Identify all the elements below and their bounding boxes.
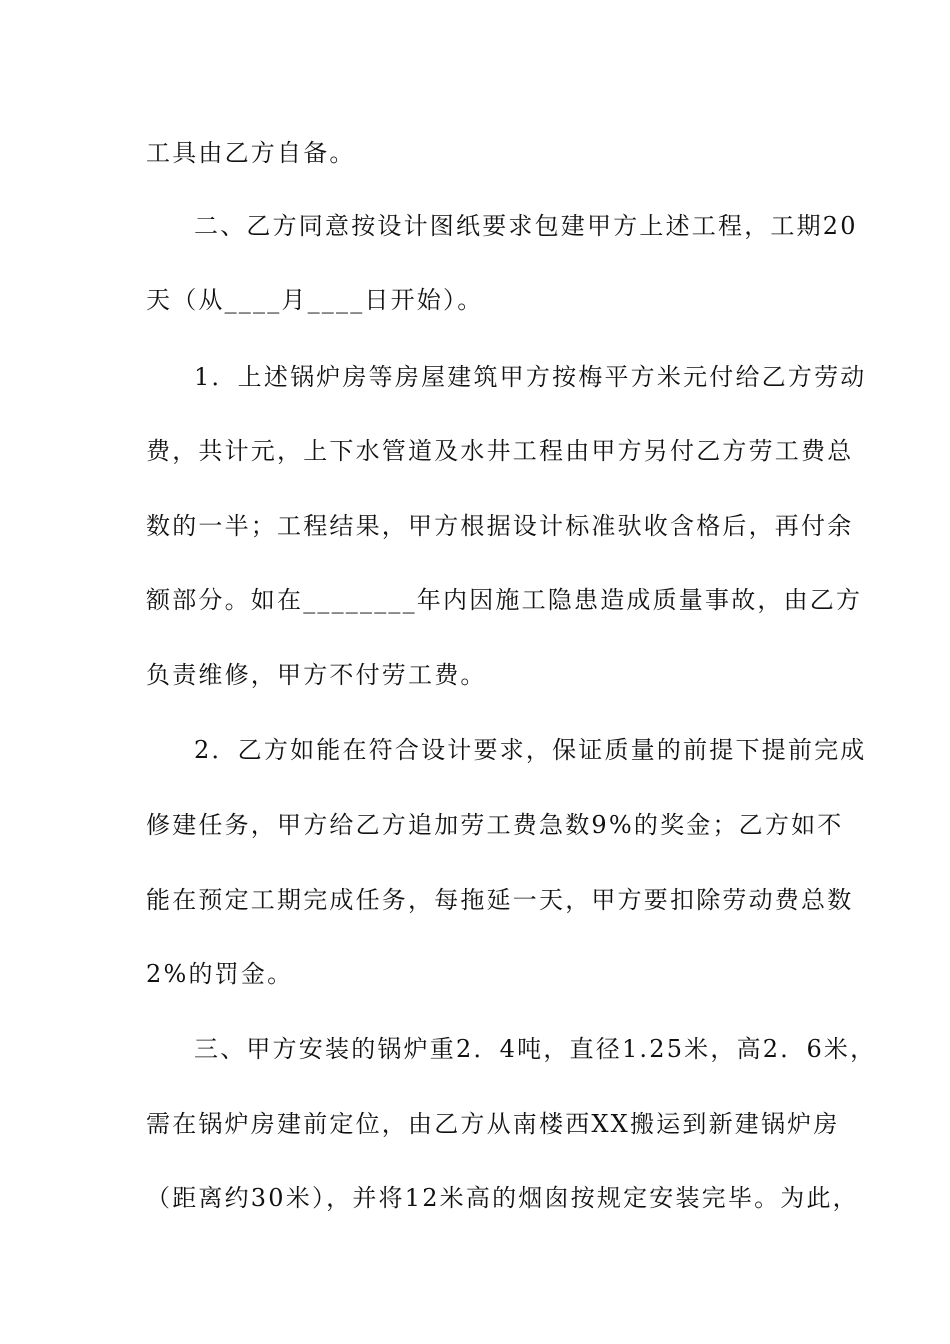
text-line-3: 天（从____月____日开始）。	[146, 286, 484, 314]
text-line-6: 数的一半；工程结果，甲方根据设计标准驮收含格后，再付余	[146, 512, 854, 540]
text-line-11: 能在预定工期完成任务，每拖延一天，甲方要扣除劳动费总数	[146, 886, 854, 914]
text-line-13: 三、甲方安装的锅炉重2．4吨，直径1.25米，高2．6米，	[194, 1035, 877, 1063]
text-line-7: 额部分。如在________年内因施工隐患造成质量事故，由乙方	[146, 586, 863, 614]
text-line-12: 2%的罚金。	[146, 960, 294, 988]
text-line-9: 2．乙方如能在符合设计要求，保证质量的前提下提前完成	[194, 736, 867, 764]
text-line-5: 费，共计元，上下水管道及水井工程由甲方另付乙方劳工费总	[146, 437, 854, 465]
text-line-4: 1．上述锅炉房等房屋建筑甲方按梅平方米元付给乙方劳动	[194, 363, 867, 391]
text-line-10: 修建任务，甲方给乙方追加劳工费急数9%的奖金；乙方如不	[146, 811, 844, 839]
text-line-2: 二、乙方同意按设计图纸要求包建甲方上述工程，工期20	[194, 212, 858, 240]
text-line-8: 负责维修，甲方不付劳工费。	[146, 661, 487, 689]
text-line-15: （距离约30米），并将12米高的烟囱按规定安装完毕。为此，	[146, 1184, 859, 1212]
text-line-14: 需在锅炉房建前定位，由乙方从南楼西XX搬运到新建锅炉房	[146, 1110, 840, 1138]
text-line-1: 工具由乙方自备。	[146, 139, 356, 167]
